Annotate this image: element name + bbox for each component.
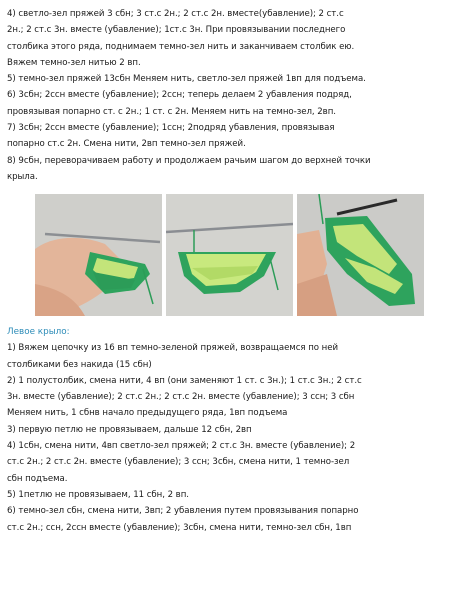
photo-hand-hook-left (35, 194, 162, 316)
paragraph-line: 7) 3сбн; 2ссн вместе (убавление); 1ссн; 2подряд убавления, провязывая (7, 123, 335, 134)
paragraph-line: 5) 1петлю не провязываем, 11 сбн, 2 вп. (7, 489, 189, 500)
paragraph-line: крыла. (7, 171, 38, 182)
paragraph-line: столбика этого ряда, поднимаем темно-зел нить и заканчиваем столбик ею. (7, 41, 355, 52)
section-title-left-wing: Левое крыло: (7, 327, 70, 338)
paragraph-line: 4) светло-зел пряжей 3 сбн; 3 ст.с 2н.; 2 ст.с 2н. вместе(убавление); 2 ст.с (7, 9, 344, 19)
paragraph-line: 2н.; 2 ст.с 3н. вместе (убавление); 1ст.с 3н. При провязывании последнего (7, 25, 346, 36)
lower-instructions (7, 340, 442, 536)
paragraph-line: 6) темно-зел сбн, смена нити, 3вп; 2 убавления путем провязывания попарно (7, 506, 359, 517)
paragraph-line: ст.с 2н.; 2 ст.с 2н. вместе (убавление); 3 ссн; 3сбн, смена нити, 1 темно-зел (7, 457, 350, 468)
photo-strip (35, 194, 425, 316)
paragraph-line: 1) Вяжем цепочку из 16 вп темно-зеленой пряжей, возвращаемся по ней (7, 343, 339, 354)
paragraph-line: 3) первую петлю не провязываем, дальше 12 сбн, 2вп (7, 424, 252, 435)
paragraph-line: Вяжем темно-зел нитью 2 вп. (7, 57, 141, 68)
paragraph-line: провязывая попарно ст. с 2н.; 1 ст. с 2н. Меняем нить на темно-зел, 2вп. (7, 106, 336, 117)
paragraph-line: 5) темно-зел пряжей 13сбн Меняем нить, светло-зел пряжей 1вп для подъема. (7, 74, 366, 85)
upper-instructions (7, 6, 442, 185)
paragraph-line: столбиками без накида (15 сбн) (7, 359, 152, 370)
paragraph-line: 4) 1сбн, смена нити, 4вп светло-зел пряжей; 2 ст.с 3н. вместе (убавление); 2 (7, 441, 356, 452)
paragraph-line: 6) 3сбн; 2ссн вместе (убавление); 2ссн; теперь делаем 2 убавления подряд, (7, 90, 352, 101)
paragraph-line: попарно ст.с 2н. Смена нити, 2вп темно-зел пряжей. (7, 139, 246, 150)
paragraph-line: 2) 1 полустолбик, смена нити, 4 вп (они заменяют 1 ст. с 3н.); 1 ст.с 3н.; 2 ст.с (7, 375, 362, 386)
paragraph-line: ст.с 2н.; ссн, 2ссн вместе (убавление); 3сбн, смена нити, темно-зел сбн, 1вп (7, 522, 352, 533)
photo-hand-hook-right (297, 194, 424, 316)
paragraph-line: Меняем нить, 1 сбнв начало предыдущего ряда, 1вп подъема (7, 408, 288, 419)
paragraph-line: сбн подъема. (7, 473, 68, 484)
photo-wing-flat (166, 194, 293, 316)
paragraph-line: 3н. вместе (убавление); 2 ст.с 2н.; 2 ст.с 2н. вместе (убавление); 3 ссн; 3 сбн (7, 392, 355, 403)
paragraph-line: 8) 9сбн, переворачиваем работу и продолжаем рачьим шагом до верхней точки (7, 155, 371, 166)
